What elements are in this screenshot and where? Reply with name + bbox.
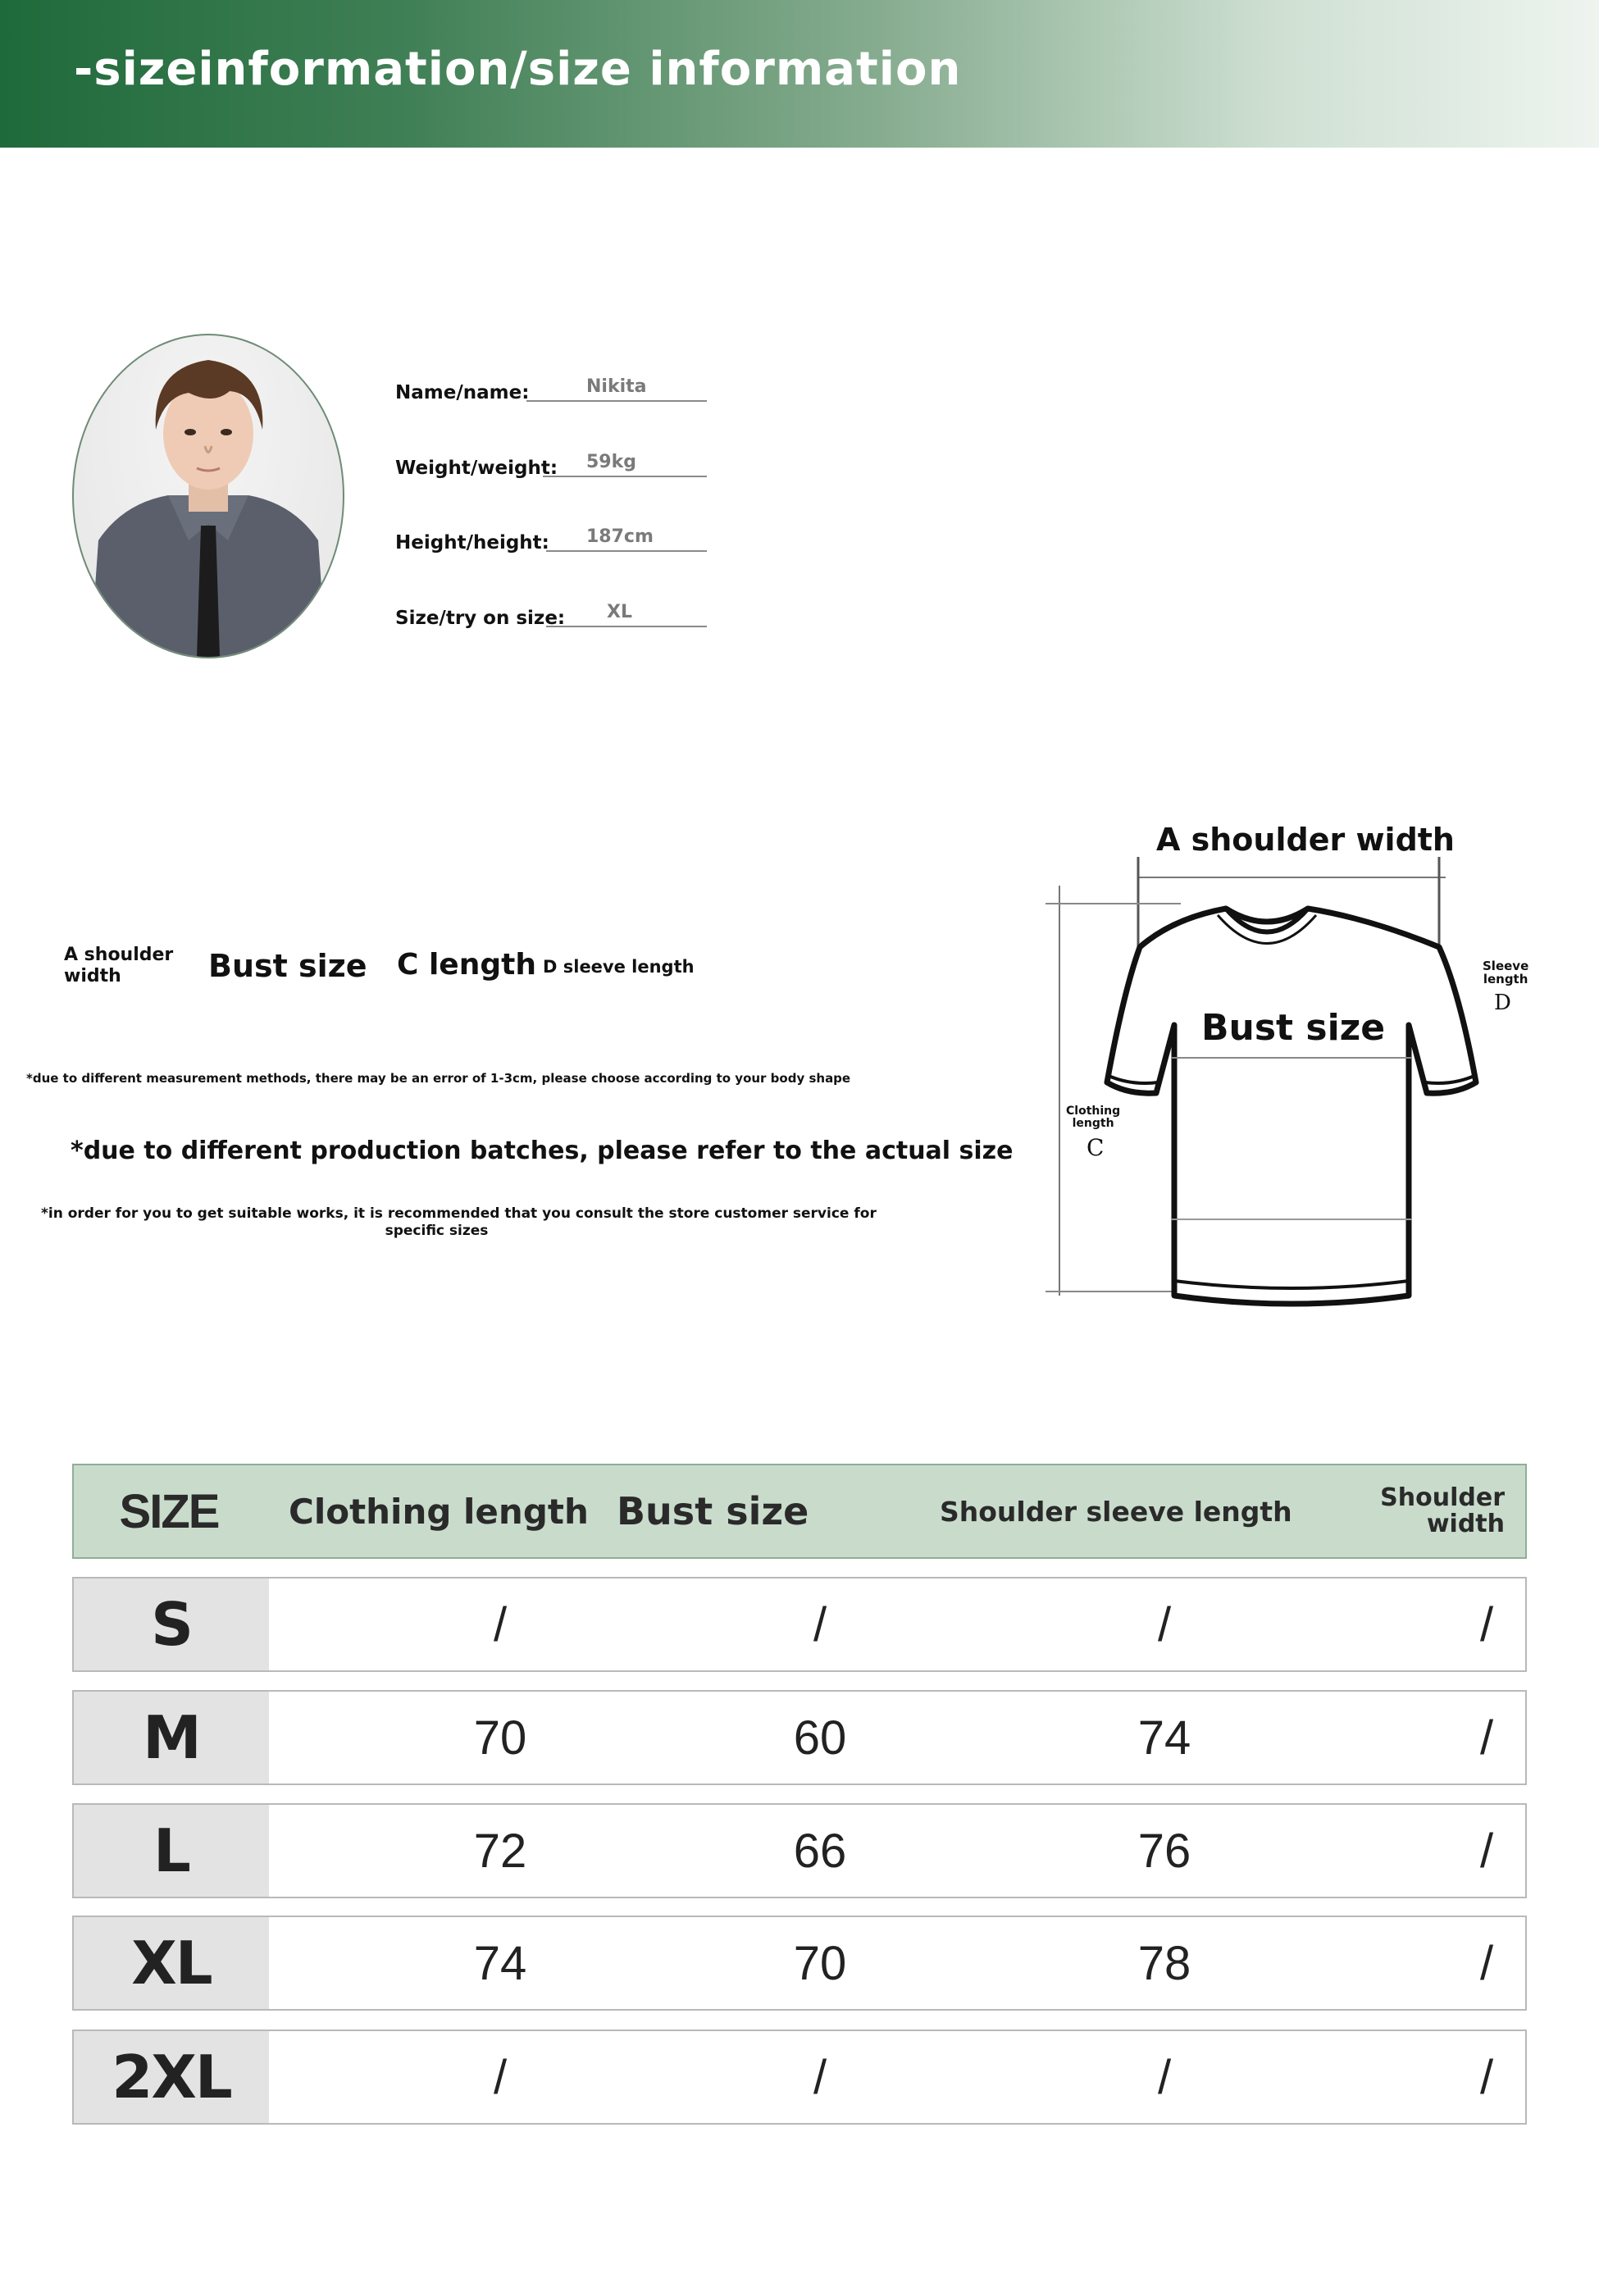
header-clothing-length: Clothing length bbox=[289, 1491, 589, 1532]
shoulder-sleeve-cell: 74 bbox=[1137, 1711, 1191, 1765]
bust-cell: / bbox=[813, 2050, 827, 2104]
weight-value: 59kg bbox=[586, 452, 636, 472]
header-bust-size: Bust size bbox=[617, 1489, 809, 1533]
header-shoulder-sleeve-length: Shoulder sleeve length bbox=[940, 1495, 1292, 1528]
legend-d-sleeve-length: D sleeve length bbox=[543, 957, 695, 977]
diagram-bust-size-label: Bust size bbox=[1201, 1007, 1386, 1049]
shoulder-sleeve-cell: / bbox=[1157, 2050, 1172, 2104]
size-cell: 2XL bbox=[74, 2031, 269, 2123]
note-consult-line2: specific sizes bbox=[385, 1223, 489, 1239]
height-label: Height/height: bbox=[395, 532, 549, 554]
size-cell: S bbox=[74, 1578, 269, 1670]
model-height-row bbox=[395, 521, 707, 554]
model-figure-icon bbox=[74, 335, 343, 657]
clothing-length-cell: 74 bbox=[473, 1936, 527, 1990]
shoulder-width-cell: / bbox=[1479, 2050, 1494, 2104]
diagram-length-letter: C bbox=[1086, 1134, 1105, 1161]
shoulder-width-cell: / bbox=[1479, 1711, 1494, 1765]
weight-label: Weight/weight: bbox=[395, 458, 558, 479]
size-label: Size/try on size: bbox=[395, 608, 566, 629]
size-value: XL bbox=[607, 602, 632, 622]
size-cell: L bbox=[74, 1805, 269, 1897]
model-weight-row bbox=[395, 446, 707, 479]
legend-bust-size: Bust size bbox=[208, 948, 367, 984]
note-consult-line1: *in order for you to get suitable works, it is recommended that you consult the store customer service for bbox=[41, 1205, 877, 1222]
diagram-length-line1: Clothing bbox=[1066, 1105, 1121, 1118]
size-cell: XL bbox=[74, 1917, 269, 2009]
shoulder-width-cell: / bbox=[1479, 1936, 1494, 1990]
diagram-sleeve-line1: Sleeve bbox=[1483, 959, 1529, 973]
bust-cell: 60 bbox=[793, 1711, 847, 1765]
size-underline bbox=[546, 626, 707, 627]
bust-cell: 66 bbox=[793, 1824, 847, 1878]
table-row bbox=[72, 1803, 1527, 1898]
name-value: Nikita bbox=[586, 376, 647, 397]
legend-c-length: C length bbox=[397, 948, 536, 982]
tshirt-diagram bbox=[1033, 812, 1529, 1337]
table-row bbox=[72, 1577, 1527, 1672]
bust-cell: 70 bbox=[793, 1936, 847, 1990]
shoulder-width-cell: / bbox=[1479, 1597, 1494, 1651]
name-underline bbox=[526, 400, 707, 402]
header-size: SIZE bbox=[119, 1484, 219, 1538]
diagram-shoulder-width-label: A shoulder width bbox=[1156, 822, 1455, 858]
diagram-sleeve-letter: D bbox=[1494, 991, 1511, 1015]
height-underline bbox=[546, 550, 707, 552]
model-name-row bbox=[395, 371, 707, 403]
name-label: Name/name: bbox=[395, 382, 530, 403]
clothing-length-cell: / bbox=[493, 2050, 508, 2104]
clothing-length-cell: 70 bbox=[473, 1711, 527, 1765]
shoulder-sleeve-cell: / bbox=[1157, 1597, 1172, 1651]
note-production-batches: *due to different production batches, please refer to the actual size bbox=[71, 1137, 1014, 1165]
diagram-length-line2: length bbox=[1072, 1117, 1114, 1130]
diagram-sleeve-line2: length bbox=[1483, 972, 1528, 986]
table-row bbox=[72, 2029, 1527, 2125]
shoulder-sleeve-cell: 78 bbox=[1137, 1936, 1191, 1990]
tshirt-outline-icon bbox=[1033, 812, 1501, 1337]
model-size-row bbox=[395, 596, 707, 629]
height-value: 187cm bbox=[586, 526, 654, 547]
table-row bbox=[72, 1916, 1527, 2011]
table-row bbox=[72, 1690, 1527, 1785]
legend-a-shoulder-width: A shoulder width bbox=[64, 945, 174, 986]
header-shoulder-width-line2: width bbox=[1426, 1510, 1505, 1538]
size-cell: M bbox=[74, 1692, 269, 1784]
diagram-sleeve-length-label bbox=[1483, 959, 1528, 986]
weight-underline bbox=[543, 476, 707, 477]
shoulder-width-cell: / bbox=[1479, 1824, 1494, 1878]
shoulder-sleeve-cell: 76 bbox=[1137, 1824, 1191, 1878]
header-shoulder-width-line1: Shoulder bbox=[1380, 1483, 1505, 1512]
note-measurement-error: *due to different measurement methods, there may be an error of 1-3cm, please choose according to your body shape bbox=[26, 1071, 851, 1086]
diagram-clothing-length-label bbox=[1066, 1105, 1120, 1130]
clothing-length-cell: / bbox=[493, 1597, 508, 1651]
clothing-length-cell: 72 bbox=[473, 1824, 527, 1878]
header-shoulder-width bbox=[1341, 1465, 1505, 1557]
model-photo bbox=[72, 334, 344, 658]
header-banner bbox=[0, 0, 1599, 148]
page-title: -sizeinformation/size information bbox=[74, 43, 962, 96]
bust-cell: / bbox=[813, 1597, 827, 1651]
size-table-header bbox=[72, 1464, 1527, 1559]
